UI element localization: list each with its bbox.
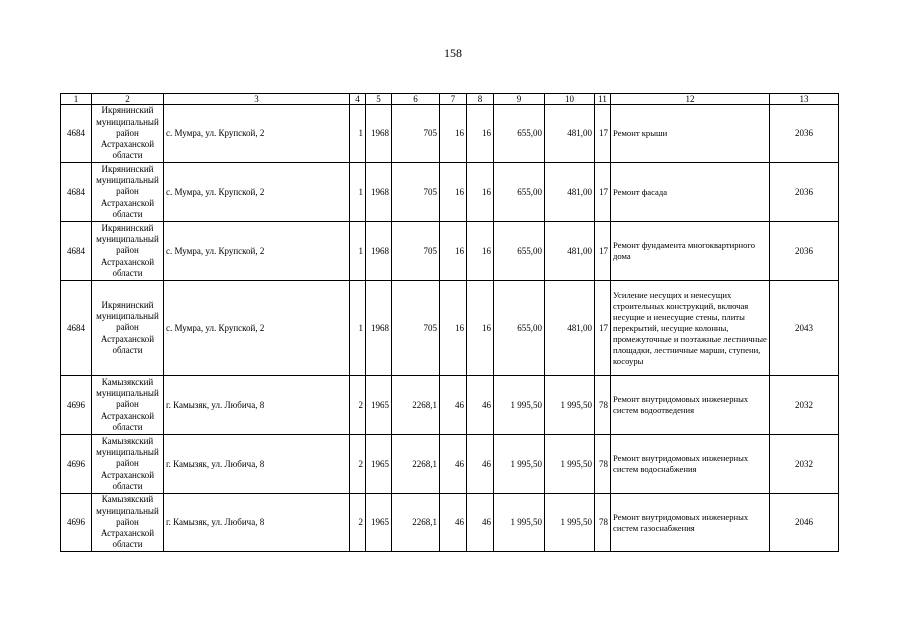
area-cell: 2268,1 — [392, 376, 440, 435]
col7-cell: 16 — [440, 222, 467, 281]
col10-cell: 481,00 — [545, 163, 595, 222]
address-cell: г. Камызяк, ул. Любича, 8 — [164, 435, 350, 494]
deadline-cell: 2032 — [770, 435, 839, 494]
column-header-10: 10 — [545, 94, 595, 105]
work-type-cell: Ремонт внутридомовых инженерных систем газоснабжения — [611, 494, 770, 552]
column-header-2: 2 — [92, 94, 164, 105]
object-id-cell: 4696 — [61, 435, 92, 494]
col9-cell: 655,00 — [494, 281, 545, 376]
col10-cell: 481,00 — [545, 281, 595, 376]
col8-cell: 46 — [467, 376, 494, 435]
col9-cell: 655,00 — [494, 163, 545, 222]
col9-cell: 655,00 — [494, 105, 545, 163]
object-id-cell: 4696 — [61, 494, 92, 552]
column-header-1: 1 — [61, 94, 92, 105]
column-header-11: 11 — [595, 94, 611, 105]
col11-cell: 17 — [595, 222, 611, 281]
registry-table — [60, 93, 839, 552]
table-row — [61, 105, 839, 163]
col11-cell: 78 — [595, 376, 611, 435]
col8-cell: 16 — [467, 281, 494, 376]
deadline-cell: 2046 — [770, 494, 839, 552]
col9-cell: 655,00 — [494, 222, 545, 281]
year-cell: 1968 — [366, 281, 392, 376]
work-type-cell: Ремонт фундамента многоквартирного дома — [611, 222, 770, 281]
col10-cell: 1 995,50 — [545, 376, 595, 435]
area-cell: 2268,1 — [392, 494, 440, 552]
col8-cell: 16 — [467, 222, 494, 281]
column-header-6: 6 — [392, 94, 440, 105]
deadline-cell: 2036 — [770, 163, 839, 222]
col4-cell: 2 — [350, 435, 366, 494]
year-cell: 1965 — [366, 435, 392, 494]
address-cell: с. Мумра, ул. Крупской, 2 — [164, 281, 350, 376]
column-header-9: 9 — [494, 94, 545, 105]
area-cell: 705 — [392, 281, 440, 376]
year-cell: 1965 — [366, 494, 392, 552]
address-cell: с. Мумра, ул. Крупской, 2 — [164, 222, 350, 281]
column-header-7: 7 — [440, 94, 467, 105]
work-type-cell: Ремонт внутридомовых инженерных систем водоснабжения — [611, 435, 770, 494]
year-cell: 1968 — [366, 105, 392, 163]
column-header-12: 12 — [611, 94, 770, 105]
area-cell: 705 — [392, 105, 440, 163]
col4-cell: 2 — [350, 376, 366, 435]
table-body — [61, 105, 839, 552]
column-header-4: 4 — [350, 94, 366, 105]
col10-cell: 1 995,50 — [545, 494, 595, 552]
table-row — [61, 435, 839, 494]
page-number: 158 — [444, 46, 462, 60]
deadline-cell: 2036 — [770, 105, 839, 163]
col8-cell: 46 — [467, 494, 494, 552]
col7-cell: 46 — [440, 376, 467, 435]
table-row — [61, 163, 839, 222]
district-cell: Икрянинский муниципальный район Астраханской области — [92, 105, 164, 163]
column-header-13: 13 — [770, 94, 839, 105]
col7-cell: 46 — [440, 435, 467, 494]
object-id-cell: 4684 — [61, 163, 92, 222]
col4-cell: 1 — [350, 163, 366, 222]
district-cell: Икрянинский муниципальный район Астраханской области — [92, 281, 164, 376]
col11-cell: 17 — [595, 281, 611, 376]
col9-cell: 1 995,50 — [494, 494, 545, 552]
work-type-cell: Ремонт крыши — [611, 105, 770, 163]
object-id-cell: 4696 — [61, 376, 92, 435]
col11-cell: 17 — [595, 105, 611, 163]
col10-cell: 481,00 — [545, 222, 595, 281]
col8-cell: 16 — [467, 105, 494, 163]
col7-cell: 16 — [440, 163, 467, 222]
col11-cell: 78 — [595, 494, 611, 552]
col7-cell: 46 — [440, 494, 467, 552]
table-row — [61, 281, 839, 376]
col10-cell: 481,00 — [545, 105, 595, 163]
work-type-cell: Ремонт внутридомовых инженерных систем водоотведения — [611, 376, 770, 435]
col9-cell: 1 995,50 — [494, 435, 545, 494]
object-id-cell: 4684 — [61, 222, 92, 281]
object-id-cell: 4684 — [61, 281, 92, 376]
col8-cell: 46 — [467, 435, 494, 494]
table-row — [61, 376, 839, 435]
address-cell: с. Мумра, ул. Крупской, 2 — [164, 105, 350, 163]
col4-cell: 2 — [350, 494, 366, 552]
column-header-5: 5 — [366, 94, 392, 105]
area-cell: 705 — [392, 163, 440, 222]
district-cell: Икрянинский муниципальный район Астраханской области — [92, 163, 164, 222]
object-id-cell: 4684 — [61, 105, 92, 163]
area-cell: 2268,1 — [392, 435, 440, 494]
col11-cell: 17 — [595, 163, 611, 222]
year-cell: 1965 — [366, 376, 392, 435]
header-row — [61, 94, 839, 105]
deadline-cell: 2043 — [770, 281, 839, 376]
col9-cell: 1 995,50 — [494, 376, 545, 435]
address-cell: г. Камызяк, ул. Любича, 8 — [164, 494, 350, 552]
year-cell: 1968 — [366, 163, 392, 222]
table-row — [61, 222, 839, 281]
district-cell: Камызякский муниципальный район Астраханской области — [92, 435, 164, 494]
col11-cell: 78 — [595, 435, 611, 494]
deadline-cell: 2032 — [770, 376, 839, 435]
work-type-cell: Усиление несущих и ненесущих строительных конструкций, включая несущие и ненесущие стены, плиты перекрытий, несущие колонны, промежуточные и поэтажные лестничные площадки, лестничные марши, ступени, косоуры — [611, 281, 770, 376]
col4-cell: 1 — [350, 281, 366, 376]
address-cell: г. Камызяк, ул. Любича, 8 — [164, 376, 350, 435]
column-header-8: 8 — [467, 94, 494, 105]
table-row — [61, 494, 839, 552]
deadline-cell: 2036 — [770, 222, 839, 281]
col7-cell: 16 — [440, 281, 467, 376]
area-cell: 705 — [392, 222, 440, 281]
district-cell: Камызякский муниципальный район Астраханской области — [92, 494, 164, 552]
column-header-3: 3 — [164, 94, 350, 105]
col7-cell: 16 — [440, 105, 467, 163]
district-cell: Камызякский муниципальный район Астраханской области — [92, 376, 164, 435]
address-cell: с. Мумра, ул. Крупской, 2 — [164, 163, 350, 222]
col8-cell: 16 — [467, 163, 494, 222]
work-type-cell: Ремонт фасада — [611, 163, 770, 222]
col4-cell: 1 — [350, 222, 366, 281]
col4-cell: 1 — [350, 105, 366, 163]
district-cell: Икрянинский муниципальный район Астраханской области — [92, 222, 164, 281]
year-cell: 1968 — [366, 222, 392, 281]
col10-cell: 1 995,50 — [545, 435, 595, 494]
